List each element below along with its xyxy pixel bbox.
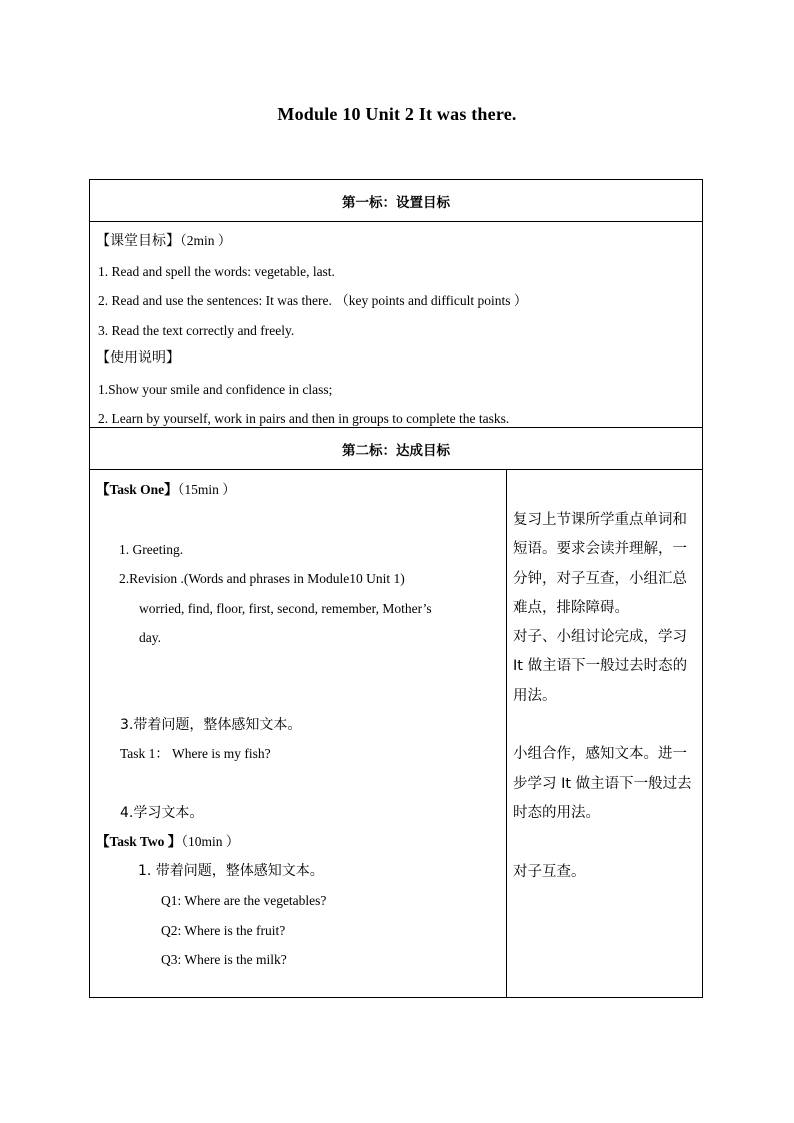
goals-heading: 【课堂目标】 (96, 233, 180, 249)
task-one-words: worried, find, floor, first, second, remember, Mother’s (139, 601, 432, 616)
task-two-question: Q2: Where is the fruit? (161, 923, 286, 938)
task-one-question: Task 1： Where is my fish? (120, 746, 271, 761)
task-two-label: 【Task Two 】 (96, 834, 182, 849)
tasks-cell (90, 470, 507, 998)
goals-time: （2min ） (180, 233, 232, 248)
section1-body (90, 222, 703, 428)
goal-item: 1. Read and spell the words: vegetable, last. (98, 264, 335, 279)
task-one-item: 4.学习文本。 (120, 805, 204, 821)
note-paragraph: 对子互查。 (513, 863, 586, 880)
note-paragraph: 小组合作，感知文本。进一步学习 It 做主语下一般过去时态的用法。 (513, 746, 692, 821)
notes-text (513, 506, 695, 887)
task-two-question: Q1: Where are the vegetables? (161, 893, 327, 908)
task-one-time: （15min ） (177, 482, 236, 497)
task-one-label: 【Task One】 (96, 482, 178, 497)
note-paragraph: 复习上节课所学重点单词和短语。要求会读并理解，一分钟，对子互查，小组汇总难点，排除障碍。 (513, 512, 687, 616)
notes-cell (507, 470, 703, 998)
task-two-item: 1. 带着问题，整体感知文本。 (138, 863, 324, 879)
task-one-item: 1. Greeting. (119, 542, 184, 557)
goal-item: 3. Read the text correctly and freely. (98, 323, 295, 338)
usage-item: 1.Show your smile and confidence in class; (98, 382, 333, 397)
goal-item: 2. Read and use the sentences: It was there. （key points and difficult points ） (98, 293, 528, 308)
page-title: Module 10 Unit 2 It was there. (277, 104, 517, 124)
lesson-plan-table (89, 179, 703, 998)
section1-header: 第一标：设置目标 (90, 180, 703, 222)
usage-item: 2. Learn by yourself, work in pairs and then in groups to complete the tasks. (98, 411, 510, 426)
note-paragraph: 对子、小组讨论完成，学习 It 做主语下一般过去时态的用法。 (513, 629, 688, 704)
usage-heading: 【使用说明】 (96, 350, 180, 366)
task-one-item: 2.Revision .(Words and phrases in Module10 Unit 1) (119, 571, 405, 586)
task-two-heading (96, 833, 239, 851)
task-one-heading (96, 481, 236, 499)
task-one-words: day. (139, 630, 161, 645)
section2-header: 第二标：达成目标 (90, 428, 703, 470)
task-two-time: （10min ） (181, 834, 240, 849)
task-one-item: 3.带着问题，整体感知文本。 (120, 717, 302, 733)
task-two-question: Q3: Where is the milk? (161, 952, 287, 967)
goals-heading-line (96, 232, 231, 250)
